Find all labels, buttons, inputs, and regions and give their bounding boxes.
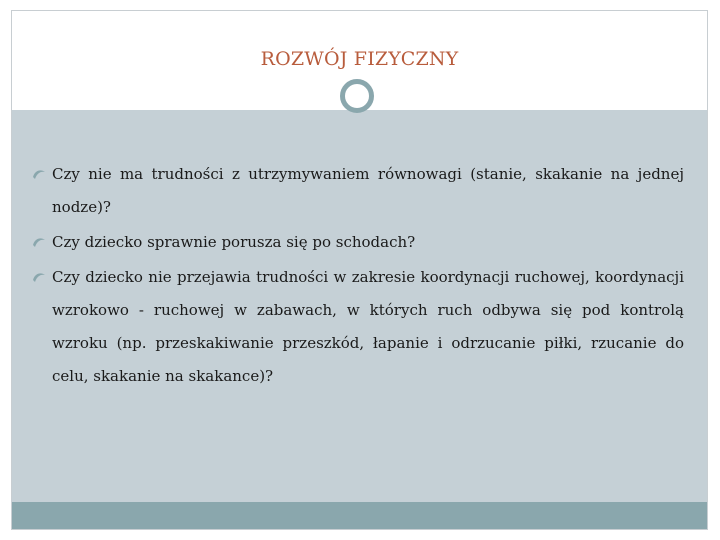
bullet-text: Czy dziecko nie przejawia trudności w zakresie koordynacji ruchowej, koordynacji wzrokowo - ruchowej w zabawach, w których ruch odbywa się pod kontrolą wzroku (np. przeskakiwanie przeszkód, łapanie i odrzucanie piłki, rzucanie do celu, skakanie na skakance)?: [52, 268, 684, 385]
bullet-list: [30, 158, 684, 395]
ring-divider-icon: [340, 79, 374, 113]
bullet-item: [30, 261, 684, 393]
curl-bullet-icon: [32, 168, 46, 180]
curl-bullet-icon: [32, 271, 46, 283]
curl-bullet-icon: [32, 236, 46, 248]
footer-bar: [12, 502, 707, 529]
bullet-item: [30, 158, 684, 224]
bullet-text: Czy dziecko sprawnie porusza się po schodach?: [52, 233, 416, 251]
bullet-item: [30, 226, 684, 259]
bullet-text: Czy nie ma trudności z utrzymywaniem równowagi (stanie, skakanie na jednej nodze)?: [52, 165, 684, 216]
slide-title: ROZWÓJ FIZYCZNY: [260, 48, 459, 70]
